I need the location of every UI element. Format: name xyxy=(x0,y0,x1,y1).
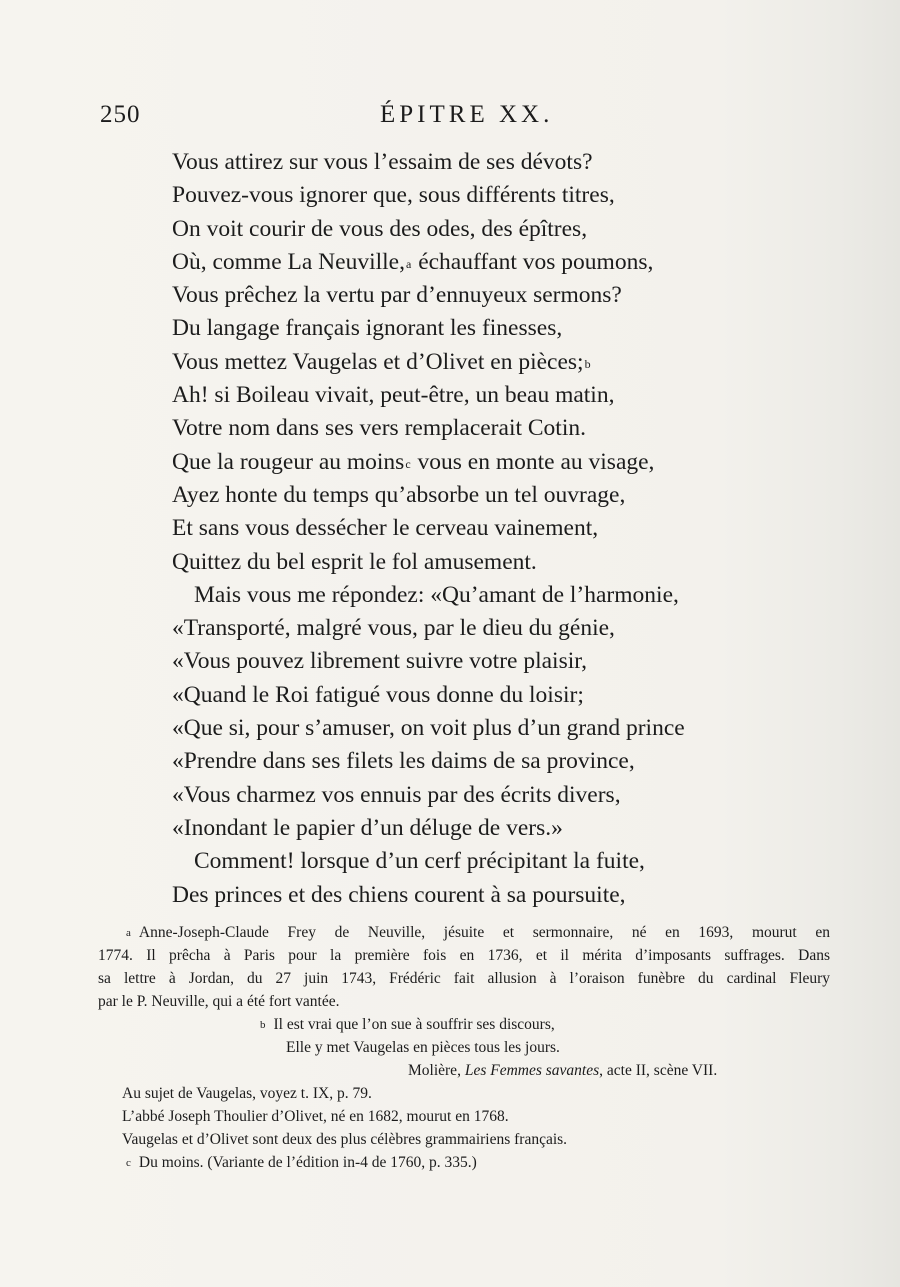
verse-line: «Inondant le papier d’un déluge de vers.» xyxy=(172,814,563,841)
footnote-quote-line: Elle y met Vaugelas en pièces tous les jours. xyxy=(286,1039,560,1056)
verse-line: «Vous charmez vos ennuis par des écrits divers, xyxy=(172,781,621,808)
footnote-c: $^c$ Du moins. (Variante de l’édition in-4 de 1760, p. 335.) xyxy=(126,1154,477,1171)
footnote-mark: c xyxy=(126,1157,131,1169)
verse-line: Vous prêchez la vertu par d’ennuyeux sermons? xyxy=(172,282,622,309)
verse-line: Ayez honte du temps qu’absorbe un tel ouvrage, xyxy=(172,481,626,508)
verse-line: Que la rougeur au moins$^c$ vous en monte au visage, xyxy=(172,448,655,475)
footnote-quote-line: $^b$ Il est vrai que l’on sue à souffrir ses discours, xyxy=(260,1016,555,1033)
verse-line: «Vous pouvez librement suivre votre plaisir, xyxy=(172,648,588,675)
footnote-mark: a xyxy=(126,927,131,939)
verse-line: Mais vous me répondez: «Qu’amant de l’harmonie, xyxy=(194,581,679,608)
footnote-line: Au sujet de Vaugelas, voyez t. IX, p. 79. xyxy=(122,1085,372,1102)
verse-line: Votre nom dans ses vers remplacerait Cotin. xyxy=(172,415,586,442)
verse-line: Où, comme La Neuville,$^a$ échauffant vos poumons, xyxy=(172,248,654,275)
footnote-b xyxy=(98,1013,830,1151)
verse-line: «Que si, pour s’amuser, on voit plus d’un grand prince xyxy=(172,715,685,742)
footnote-marker: a xyxy=(405,256,412,271)
footnotes xyxy=(98,921,830,1174)
footnote-line: par le P. Neuville, qui a été fort vantée. xyxy=(98,993,340,1010)
verse-block xyxy=(172,146,792,912)
verse-line: Du langage français ignorant les finesses, xyxy=(172,315,563,342)
footnote-line: Vaugelas et d’Olivet sont deux des plus célèbres grammairiens français. xyxy=(122,1131,568,1148)
verse-line: Quittez du bel esprit le fol amusement. xyxy=(172,548,537,575)
verse-line: «Transporté, malgré vous, par le dieu du génie, xyxy=(172,615,615,642)
verse-line: «Quand le Roi fatigué vous donne du loisir; xyxy=(172,681,584,708)
page-number: 250 xyxy=(100,101,141,128)
footnote-line: L’abbé Joseph Thoulier d’Olivet, né en 1682, mourut en 1768. xyxy=(122,1108,509,1125)
footnote-marker: b xyxy=(584,356,591,371)
footnote-mark: b xyxy=(260,1019,266,1031)
running-head: ÉPITRE XX. xyxy=(380,101,554,128)
verse-line: Comment! lorsque d’un cerf précipitant la fuite, xyxy=(194,848,645,875)
footnote-line: sa lettre à Jordan, du 27 juin 1743, Frédéric fait allusion à l’oraison funèbre du cardinal Fleury xyxy=(98,970,830,987)
verse-line: Des princes et des chiens courent à sa poursuite, xyxy=(172,881,626,908)
footnote-attribution: Molière, Les Femmes savantes, acte II, scène VII. xyxy=(408,1062,718,1079)
verse-line: Vous mettez Vaugelas et d’Olivet en pièces;$^b$ xyxy=(172,348,591,375)
footnote-a xyxy=(98,921,830,1013)
verse-line: Et sans vous dessécher le cerveau vainement, xyxy=(172,515,599,542)
verse-line: On voit courir de vous des odes, des épîtres, xyxy=(172,215,588,242)
footnote-marker: c xyxy=(405,456,411,471)
verse-line: «Prendre dans ses filets les daims de sa province, xyxy=(172,748,635,775)
verse-line: Vous attirez sur vous l’essaim de ses dévots? xyxy=(172,149,593,175)
footnote-line: $^a$ Anne-Joseph-Claude Frey de Neuville, jésuite et sermonnaire, né en 1693, mourut en xyxy=(126,924,830,941)
footnote-line: 1774. Il prêcha à Paris pour la première fois en 1736, et il mérita d’imposants suffrages. Dans xyxy=(98,947,830,964)
verse-line: Ah! si Boileau vivait, peut-être, un beau matin, xyxy=(172,382,615,409)
verse-line: Pouvez-vous ignorer que, sous différents titres, xyxy=(172,182,615,209)
